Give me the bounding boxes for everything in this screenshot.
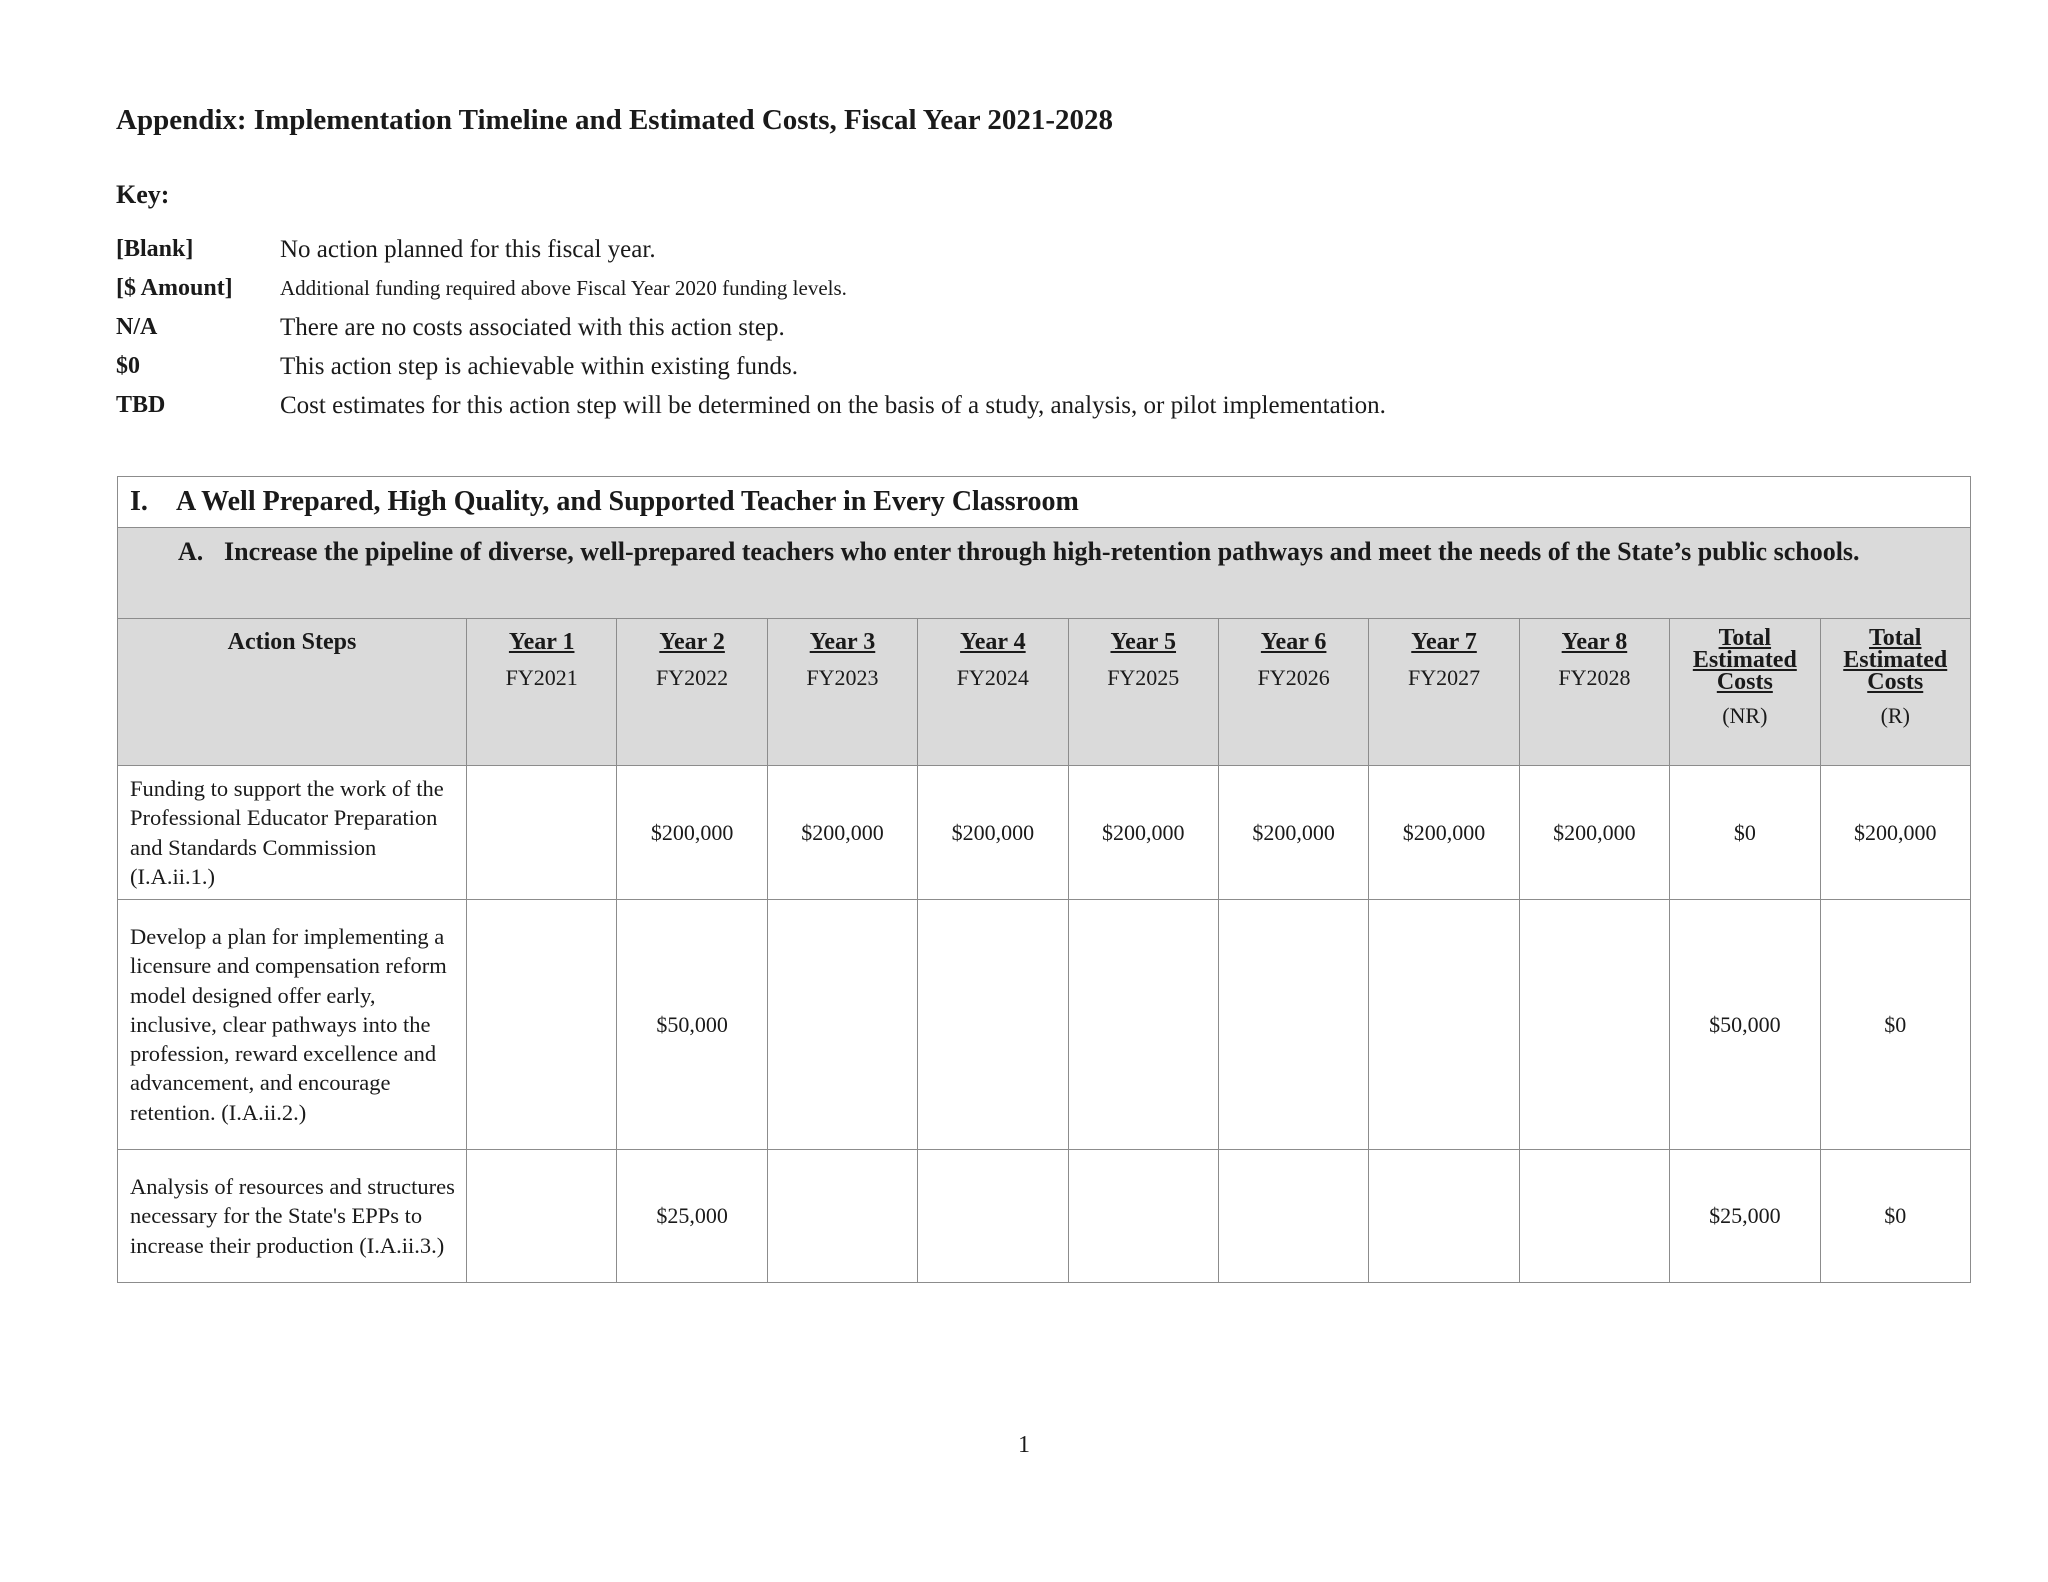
total-label-line1: Total <box>1869 625 1922 651</box>
year-value <box>767 900 917 1150</box>
fiscal-year-label: FY2025 <box>1107 665 1180 690</box>
year-value <box>1519 1150 1669 1283</box>
key-item-na <box>116 308 1936 347</box>
year-value <box>918 900 1068 1150</box>
year-label: Year 6 <box>1260 629 1327 655</box>
year-value: $200,000 <box>1068 766 1218 900</box>
year-value <box>1068 1150 1218 1283</box>
objective-letter: A. <box>178 537 204 566</box>
total-label-line1: Total <box>1718 625 1772 651</box>
page-title: Appendix: Implementation Timeline and Estimated Costs, Fiscal Year 2021-2028 <box>116 104 1114 136</box>
column-label: Action Steps <box>227 629 357 655</box>
key-term: [$ Amount] <box>116 275 233 301</box>
year-label: Year 8 <box>1561 629 1628 655</box>
total-type-label: (NR) <box>1722 703 1768 728</box>
fiscal-year-label: FY2026 <box>1257 665 1330 690</box>
column-header-year-2 <box>617 619 767 766</box>
year-value <box>467 766 617 900</box>
goal-number: I. <box>130 486 148 517</box>
key-term: TBD <box>116 392 166 418</box>
year-value: $25,000 <box>617 1150 767 1283</box>
column-header-year-7 <box>1369 619 1519 766</box>
goal-row <box>118 477 1971 528</box>
key-description: Cost estimates for this action step will be determined on the basis of a study, analysis, or pilot implementation. <box>280 392 1386 419</box>
action-step: Develop a plan for implementing a licensure and compensation reform model designed offer early, inclusive, clear pathways into the profession, reward excellence and advancement, and encourage retention. (I.A.ii.2.) <box>118 900 467 1150</box>
year-value <box>1369 1150 1519 1283</box>
fiscal-year-label: FY2027 <box>1407 665 1481 690</box>
total-nr-value: $0 <box>1670 766 1820 900</box>
key-term: N/A <box>116 314 158 340</box>
action-step: Analysis of resources and structures necessary for the State's EPPs to increase their production (I.A.ii.3.) <box>118 1150 467 1283</box>
total-label-line2: Estimated <box>1692 647 1797 673</box>
key-description: This action step is achievable within existing funds. <box>280 353 798 380</box>
year-label: Year 1 <box>508 629 575 655</box>
year-value <box>1519 900 1669 1150</box>
table-row <box>118 1150 1971 1283</box>
total-nr-value: $25,000 <box>1670 1150 1820 1283</box>
key-description: No action planned for this fiscal year. <box>280 236 656 263</box>
column-header-year-4 <box>918 619 1068 766</box>
key-item-zero <box>116 347 1936 386</box>
year-value: $200,000 <box>1369 766 1519 900</box>
year-value <box>1218 1150 1368 1283</box>
year-value <box>767 1150 917 1283</box>
column-header-year-3 <box>767 619 917 766</box>
page-number: 1 <box>1018 1432 1030 1458</box>
goal-title: A Well Prepared, High Quality, and Supported Teacher in Every Classroom <box>176 486 1079 517</box>
year-value: $200,000 <box>767 766 917 900</box>
year-value: $200,000 <box>1519 766 1669 900</box>
year-label: Year 7 <box>1411 629 1477 655</box>
year-label: Year 3 <box>809 629 876 655</box>
key-term: $0 <box>116 353 140 379</box>
year-value <box>918 1150 1068 1283</box>
total-nr-value: $50,000 <box>1670 900 1820 1150</box>
key-term: [Blank] <box>116 236 194 262</box>
table-row <box>118 766 1971 900</box>
cost-table <box>117 476 1971 1283</box>
total-r-value: $0 <box>1820 1150 1970 1283</box>
fiscal-year-label: FY2022 <box>656 665 729 690</box>
total-r-value: $0 <box>1820 900 1970 1150</box>
action-step: Funding to support the work of the Professional Educator Preparation and Standards Commission (I.A.ii.1.) <box>118 766 467 900</box>
total-label-line2: Estimated <box>1843 647 1948 673</box>
column-header-total-r <box>1820 619 1970 766</box>
year-value: $200,000 <box>617 766 767 900</box>
total-label-line3: Costs <box>1867 669 1924 695</box>
key-heading: Key: <box>116 180 170 209</box>
key-description: There are no costs associated with this action step. <box>280 314 785 341</box>
year-value <box>1218 900 1368 1150</box>
year-value: $200,000 <box>918 766 1068 900</box>
year-value <box>467 1150 617 1283</box>
key-item-blank <box>116 230 1936 269</box>
column-header-year-6 <box>1218 619 1368 766</box>
year-value <box>1369 900 1519 1150</box>
year-label: Year 2 <box>659 629 725 655</box>
column-header-year-8 <box>1519 619 1669 766</box>
total-r-value: $200,000 <box>1820 766 1970 900</box>
table-row <box>118 900 1971 1150</box>
objective-row <box>118 528 1971 619</box>
year-value: $50,000 <box>617 900 767 1150</box>
year-label: Year 5 <box>1110 629 1177 655</box>
key-description: Additional funding required above Fiscal Year 2020 funding levels. <box>280 276 847 300</box>
fiscal-year-label: FY2028 <box>1558 665 1631 690</box>
goal-heading <box>118 477 1971 528</box>
fiscal-year-label: FY2023 <box>806 665 879 690</box>
column-header-action-steps <box>118 619 467 766</box>
year-value: $200,000 <box>1218 766 1368 900</box>
column-header-year-1 <box>467 619 617 766</box>
year-value <box>1068 900 1218 1150</box>
total-label-line3: Costs <box>1716 669 1773 695</box>
key-item-tbd <box>116 386 1936 425</box>
fiscal-year-label: FY2021 <box>505 665 578 690</box>
year-label: Year 4 <box>960 629 1026 655</box>
key-item-amount <box>116 269 1936 308</box>
key-list <box>116 230 1936 425</box>
column-header-total-nr <box>1670 619 1820 766</box>
fiscal-year-label: FY2024 <box>956 665 1029 690</box>
objective-heading <box>118 528 1971 619</box>
year-value <box>467 900 617 1150</box>
objective-text: Increase the pipeline of diverse, well-prepared teachers who enter through high-retention pathways and meet the needs of the State’s public schools. <box>224 537 1860 566</box>
total-type-label: (R) <box>1880 703 1910 728</box>
column-header-year-5 <box>1068 619 1218 766</box>
column-header-row <box>118 619 1971 766</box>
